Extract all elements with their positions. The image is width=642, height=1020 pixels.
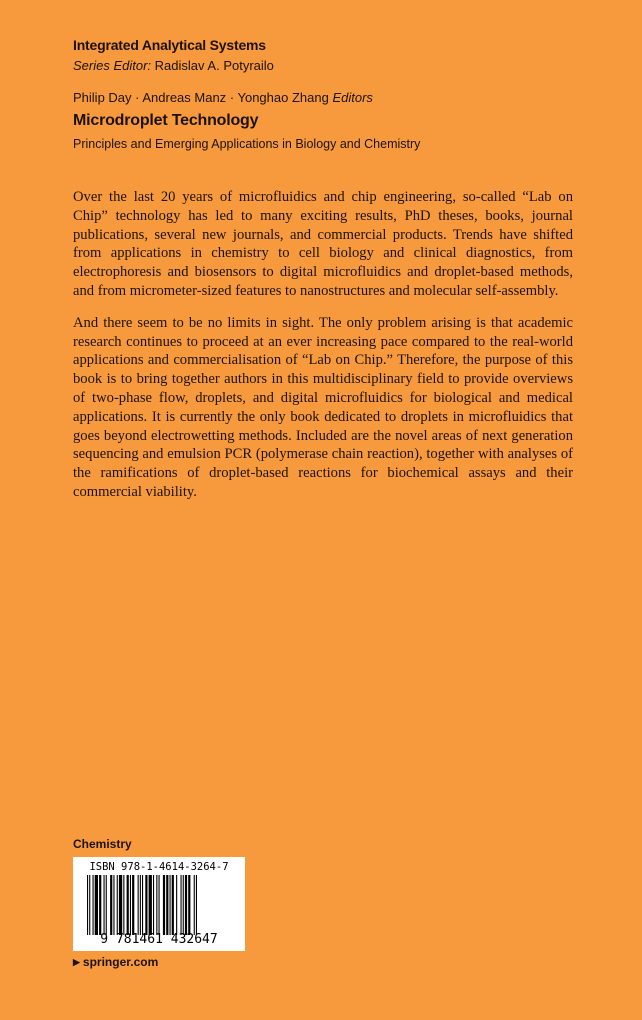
blurb <box>73 188 573 515</box>
blurb-paragraph: Over the last 20 years of microfluidics and chip engineering, so-called “Lab on Chip” technology has led to many exciting results, PhD theses, books, journal publications, several new journals, and commercial products. Trends have shifted from applications in chemistry to cell biology and clinical diagnostics, from electrophoresis and biosensors to digital microfluidics and droplet-based methods, and from micrometer-sized features to nanostructures and molecular self-assembly. <box>73 189 573 299</box>
isbn-barcode <box>73 857 245 951</box>
barcode-bars <box>87 875 237 935</box>
editors-label: Editors <box>332 90 373 105</box>
book-subtitle: Principles and Emerging Applications in Biology and Chemistry <box>73 137 421 151</box>
series-editor-label: Series Editor: <box>73 58 152 73</box>
book-title: Microdroplet Technology <box>73 112 259 129</box>
isbn-number: ISBN 978-1-4614-3264-7 <box>89 861 229 873</box>
series-editor-name: Radislav A. Potyrailo <box>154 58 274 73</box>
series-editor-line <box>73 58 274 73</box>
publisher-url: springer.com <box>82 955 159 969</box>
barcode-digits: 9 781461 432647 <box>100 932 218 947</box>
series-title: Integrated Analytical Systems <box>73 37 266 53</box>
editors-line <box>73 90 373 105</box>
publisher-link[interactable] <box>73 955 158 969</box>
editor-names: Philip Day · Andreas Manz · Yonghao Zhang <box>73 90 329 105</box>
triangle-right-icon: ▶ <box>73 956 80 967</box>
blurb-paragraph: And there seem to be no limits in sight. The only problem arising is that academic research continues to proceed at an ever increasing pace compared to the real-world applications and commercialisation of “Lab on Chip.” Therefore, the purpose of this book is to bring together authors in this multidisciplinary field to provide overviews of two-phase flow, droplets, and digital microfluidics for biological and medical applications. It is currently the only book dedicated to droplets in microfluidics that goes beyond electrowetting methods. Included are the novel areas of next generation sequencing and emulsion PCR (polymerase chain reaction), together with analyses of the ramifications of droplet-based reactions for biochemical assays and their commercial viability. <box>73 314 573 500</box>
category-label: Chemistry <box>73 837 132 851</box>
